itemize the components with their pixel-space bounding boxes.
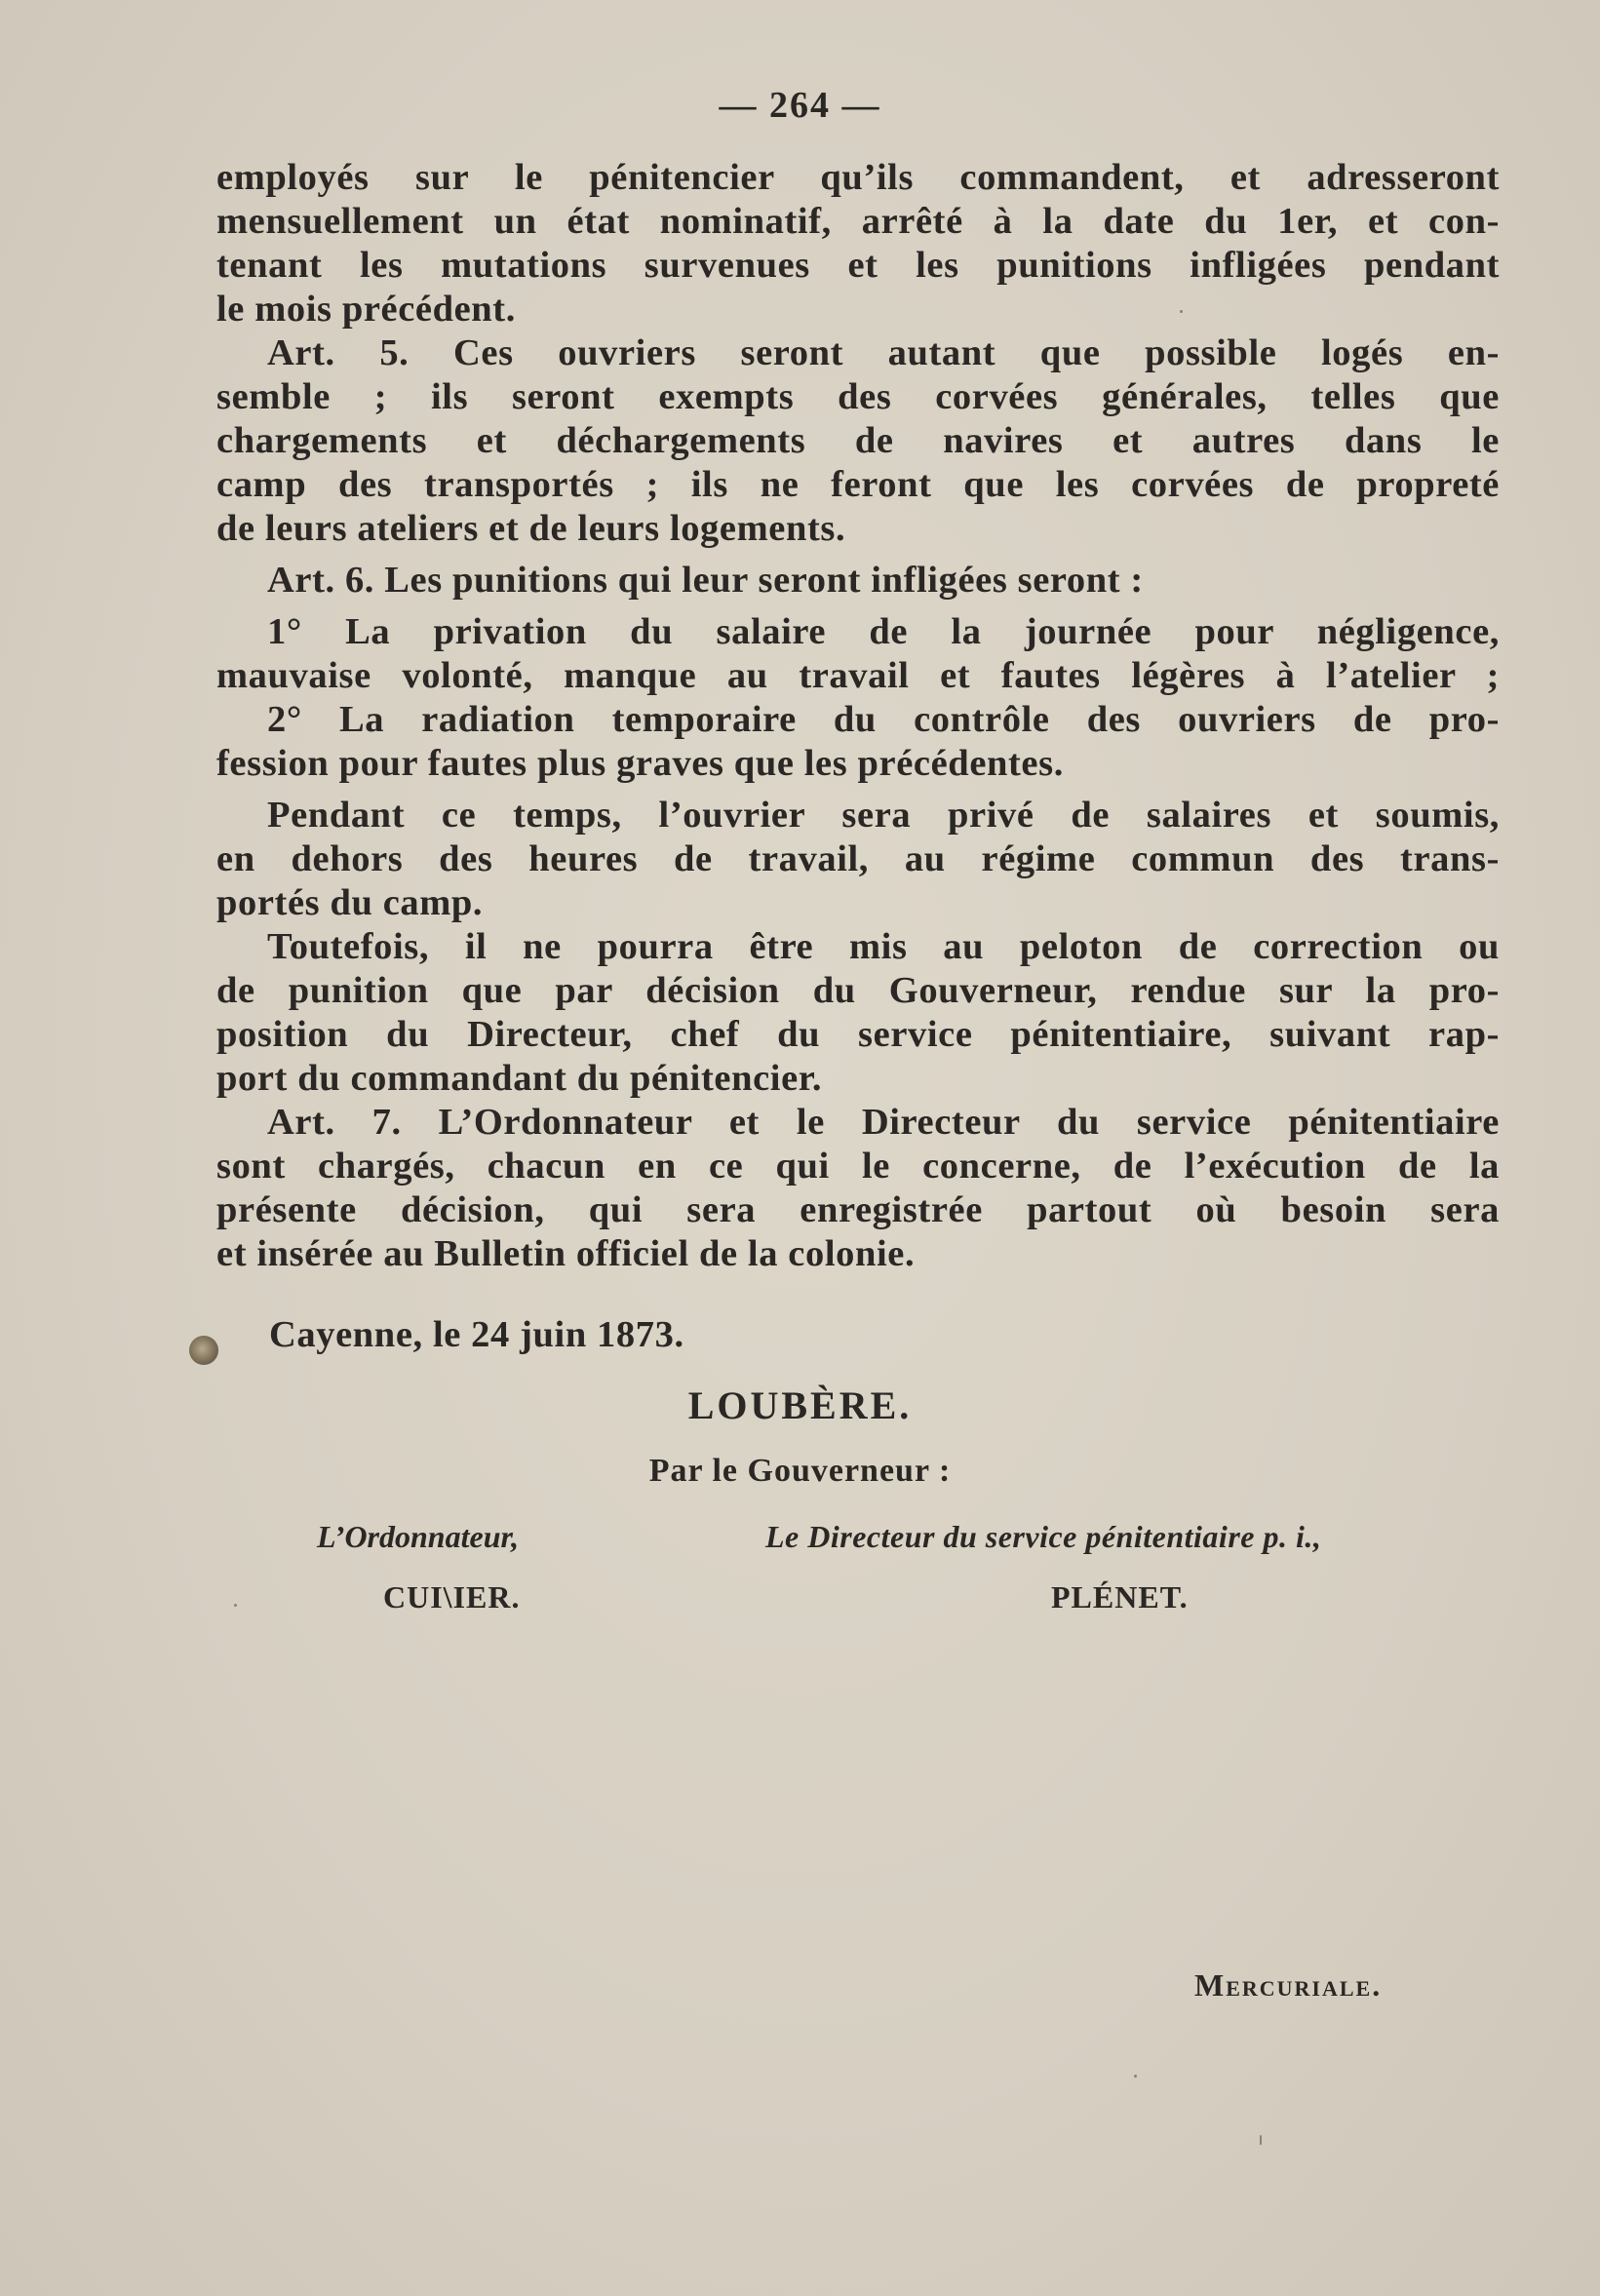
- paper-speck: [1134, 2075, 1137, 2078]
- body-line: de punition que par décision du Gouverneur, rendue sur la pro-: [216, 970, 1500, 1011]
- par-le-gouverneur: Par le Gouverneur :: [648, 1453, 952, 1489]
- ordonnateur-name: CUI\IER.: [383, 1579, 521, 1615]
- date-line: Cayenne, le 24 juin 1873.: [269, 1314, 684, 1355]
- next-section-heading: Mercuriale.: [1194, 1967, 1383, 2003]
- paper-speck: [1260, 2135, 1262, 2145]
- body-line: camp des transportés ; ils ne feront que les corvées de propreté: [216, 464, 1500, 505]
- body-line: Art. 7. L’Ordonnateur et le Directeur du service pénitentiaire: [267, 1102, 1500, 1143]
- body-line: le mois précédent.: [216, 289, 516, 330]
- paper-stain: [189, 1336, 218, 1365]
- body-line: Pendant ce temps, l’ouvrier sera privé de salaires et soumis,: [267, 795, 1500, 836]
- body-line: mensuellement un état nominatif, arrêté à la date du 1er, et con-: [216, 201, 1500, 242]
- body-line: 1° La privation du salaire de la journée pour négligence,: [267, 611, 1500, 652]
- body-line: Art. 6. Les punitions qui leur seront infligées seront :: [267, 560, 1144, 601]
- body-line: chargements et déchargements de navires et autres dans le: [216, 420, 1500, 461]
- ordonnateur-title: L’Ordonnateur,: [317, 1519, 520, 1554]
- body-line: port du commandant du pénitencier.: [216, 1058, 823, 1099]
- body-line: semble ; ils seront exempts des corvées générales, telles que: [216, 376, 1500, 417]
- body-line: sont chargés, chacun en ce qui le concerne, de l’exécution de la: [216, 1146, 1500, 1187]
- body-line: position du Directeur, chef du service pénitentiaire, suivant rap-: [216, 1014, 1500, 1055]
- body-line: Toutefois, il ne pourra être mis au peloton de correction ou: [267, 926, 1500, 967]
- body-line: fession pour fautes plus graves que les précédentes.: [216, 743, 1064, 784]
- governor-signature: LOUBÈRE.: [687, 1383, 913, 1427]
- body-line: employés sur le pénitencier qu’ils commandent, et adresseront: [216, 157, 1500, 198]
- body-line: portés du camp.: [216, 882, 484, 923]
- body-line: mauvaise volonté, manque au travail et fautes légères à l’atelier ;: [216, 655, 1500, 696]
- body-line: et insérée au Bulletin officiel de la colonie.: [216, 1233, 916, 1274]
- directeur-name: PLÉNET.: [1051, 1579, 1189, 1615]
- body-line: Art. 5. Ces ouvriers seront autant que possible logés en-: [267, 332, 1500, 373]
- body-line: 2° La radiation temporaire du contrôle des ouvriers de pro-: [267, 699, 1500, 740]
- body-line: présente décision, qui sera enregistrée partout où besoin sera: [216, 1189, 1500, 1230]
- body-line: tenant les mutations survenues et les punitions infligées pendant: [216, 245, 1500, 286]
- paper-speck: [1180, 310, 1183, 313]
- body-text: [216, 156, 1500, 1276]
- body-line: en dehors des heures de travail, au régime commun des trans-: [216, 838, 1500, 879]
- body-line: de leurs ateliers et de leurs logements.: [216, 508, 846, 549]
- page-number: — 264 —: [719, 85, 881, 126]
- paper-speck: [234, 1604, 237, 1607]
- directeur-title: Le Directeur du service pénitentiaire p. i.,: [765, 1519, 1322, 1554]
